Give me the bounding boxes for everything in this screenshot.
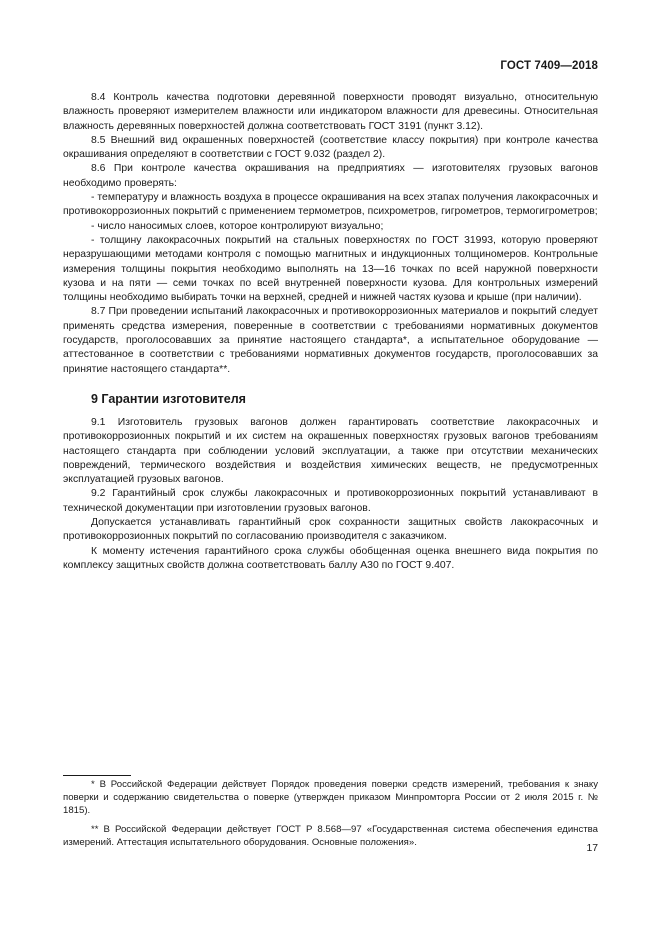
- paragraph-8-7: 8.7 При проведении испытаний лакокрасочных и противокоррозионных материалов и покрытий следует применять средства измерения, поверенные в соответствии с требованиями нормативных документов государств, проголосовавших за принятие настоящего стандарта*, а испытательное оборудование — аттестованное в соответствии с требованиями нормативных документов государств, проголосовавших за принятие настоящего стандарта**.: [63, 306, 598, 375]
- paragraph-allowance: Допускается устанавливать гарантийный срок сохранности защитных свойств лакокрасочных и противокоррозионных покрытий по согласованию производителя с заказчиком.: [63, 517, 598, 543]
- footnote-1: * В Российской Федерации действует Порядок проведения поверки средств измерений, требования к знаку поверки и содержанию свидетельства о поверке (утвержден приказом Минпромторга России от 2 июля 2015 г. № 1815).: [63, 779, 598, 816]
- section-heading: 9 Гарантии изготовителя: [91, 391, 246, 406]
- paragraph-8-6: 8.6 При контроле качества окрашивания на предприятиях — изготовителях грузовых вагонов необходимо проверять:: [63, 163, 598, 189]
- page-number: 17: [586, 843, 598, 854]
- document-id: ГОСТ 7409—2018: [500, 60, 598, 72]
- footnote-divider: [63, 775, 131, 776]
- footnote-2: ** В Российской Федерации действует ГОСТ Р 8.568—97 «Государственная система обеспечения единства измерений. Аттестация испытательного оборудования. Основные положения».: [63, 824, 598, 848]
- paragraph-9-1: 9.1 Изготовитель грузовых вагонов должен гарантировать соответствие лакокрасочных и противокоррозионных покрытий и их систем на окрашенных поверхностях грузовых вагонов требованиям настоящего стандарта при соблюдении условий эксплуатации, а также при отсутствии механических повреждений, термического воздействия и воздействия химических веществ, не предусмотренных эксплуатацией грузовых вагонов.: [63, 416, 598, 486]
- paragraph-8-5: 8.5 Внешний вид окрашенных поверхностей (соответствие классу покрытия) при контроле качества окрашивания определяют в соответствии с ГОСТ 9.032 (раздел 2).: [63, 134, 598, 161]
- list-item-temperature: - температуру и влажность воздуха в процессе окрашивания на всех этапах получения лакокрасочных и противокоррозионных покрытий с применением термометров, психрометров, гигрометров, термогигрометров;: [63, 192, 598, 218]
- footnotes: [63, 775, 598, 855]
- paragraph-8-4: 8.4 Контроль качества подготовки деревянной поверхности проводят визуально, относительную влажность проверяют измерителем влажности или индикатором влажности для древесины. Относительная влажность деревянных поверхностей должна соответствовать ГОСТ 3191 (пункт 3.12).: [63, 92, 598, 132]
- list-item-thickness: - толщину лакокрасочных покрытий на стальных поверхностях по ГОСТ 31993, которую проверяют неразрушающими методами контроля с помощью магнитных и индукционных толщиномеров. Контрольные измерения толщины покрытия необходимо выполнять на 13—16 точках по всей наружной поверхности кузова и на пяти — семи точках по всей внутренней поверхности кузова. Для контрольных измерений толщины необходимо выбирать точки на верхней, средней и нижней частях кузова и крыше (при наличии).: [63, 234, 598, 304]
- paragraph-expiry: К моменту истечения гарантийного срока службы обобщенная оценка внешнего вида покрытия по комплексу защитных свойств должна соответствовать баллу А30 по ГОСТ 9.407.: [63, 545, 598, 571]
- list-item-layers: - число наносимых слоев, которое контролируют визуально;: [91, 220, 384, 232]
- document-body: [63, 91, 598, 573]
- paragraph-9-2: 9.2 Гарантийный срок службы лакокрасочных и противокоррозионных покрытий устанавливают в технической документации при изготовлении грузовых вагонов.: [63, 488, 598, 514]
